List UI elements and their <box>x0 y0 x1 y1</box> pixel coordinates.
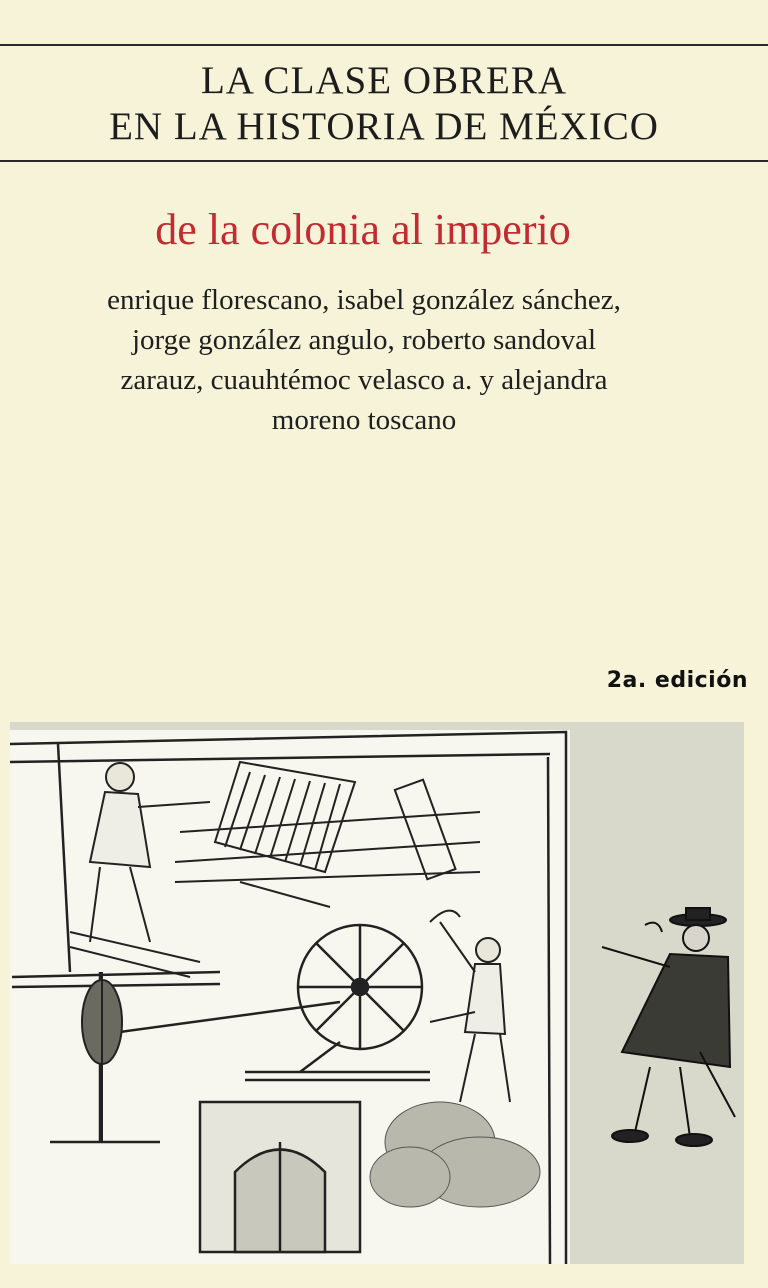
workshop-drawing <box>10 722 744 1264</box>
series-title-line-1: LA CLASE OBRERA <box>200 59 568 102</box>
author-line-1: enrique florescano, isabel gonzález sánchez, <box>107 284 621 316</box>
author-list <box>20 280 708 440</box>
author-line-4: moreno toscano <box>271 404 457 436</box>
bottom-rule <box>0 160 768 162</box>
book-subtitle: de la colonia al imperio <box>155 205 571 254</box>
top-rule <box>0 44 768 46</box>
overseer-figure <box>602 908 735 1146</box>
author-line-3: zarauz, cuauhtémoc velasco a. y alejandra <box>120 364 608 396</box>
cover-illustration <box>10 722 744 1264</box>
series-title <box>0 58 768 150</box>
author-line-2: jorge gonzález angulo, roberto sandoval <box>131 324 597 356</box>
edition-label: 2a. edición <box>606 668 748 693</box>
doorway <box>200 1102 360 1252</box>
series-title-line-2: EN LA HISTORIA DE MÉXICO <box>109 105 659 148</box>
